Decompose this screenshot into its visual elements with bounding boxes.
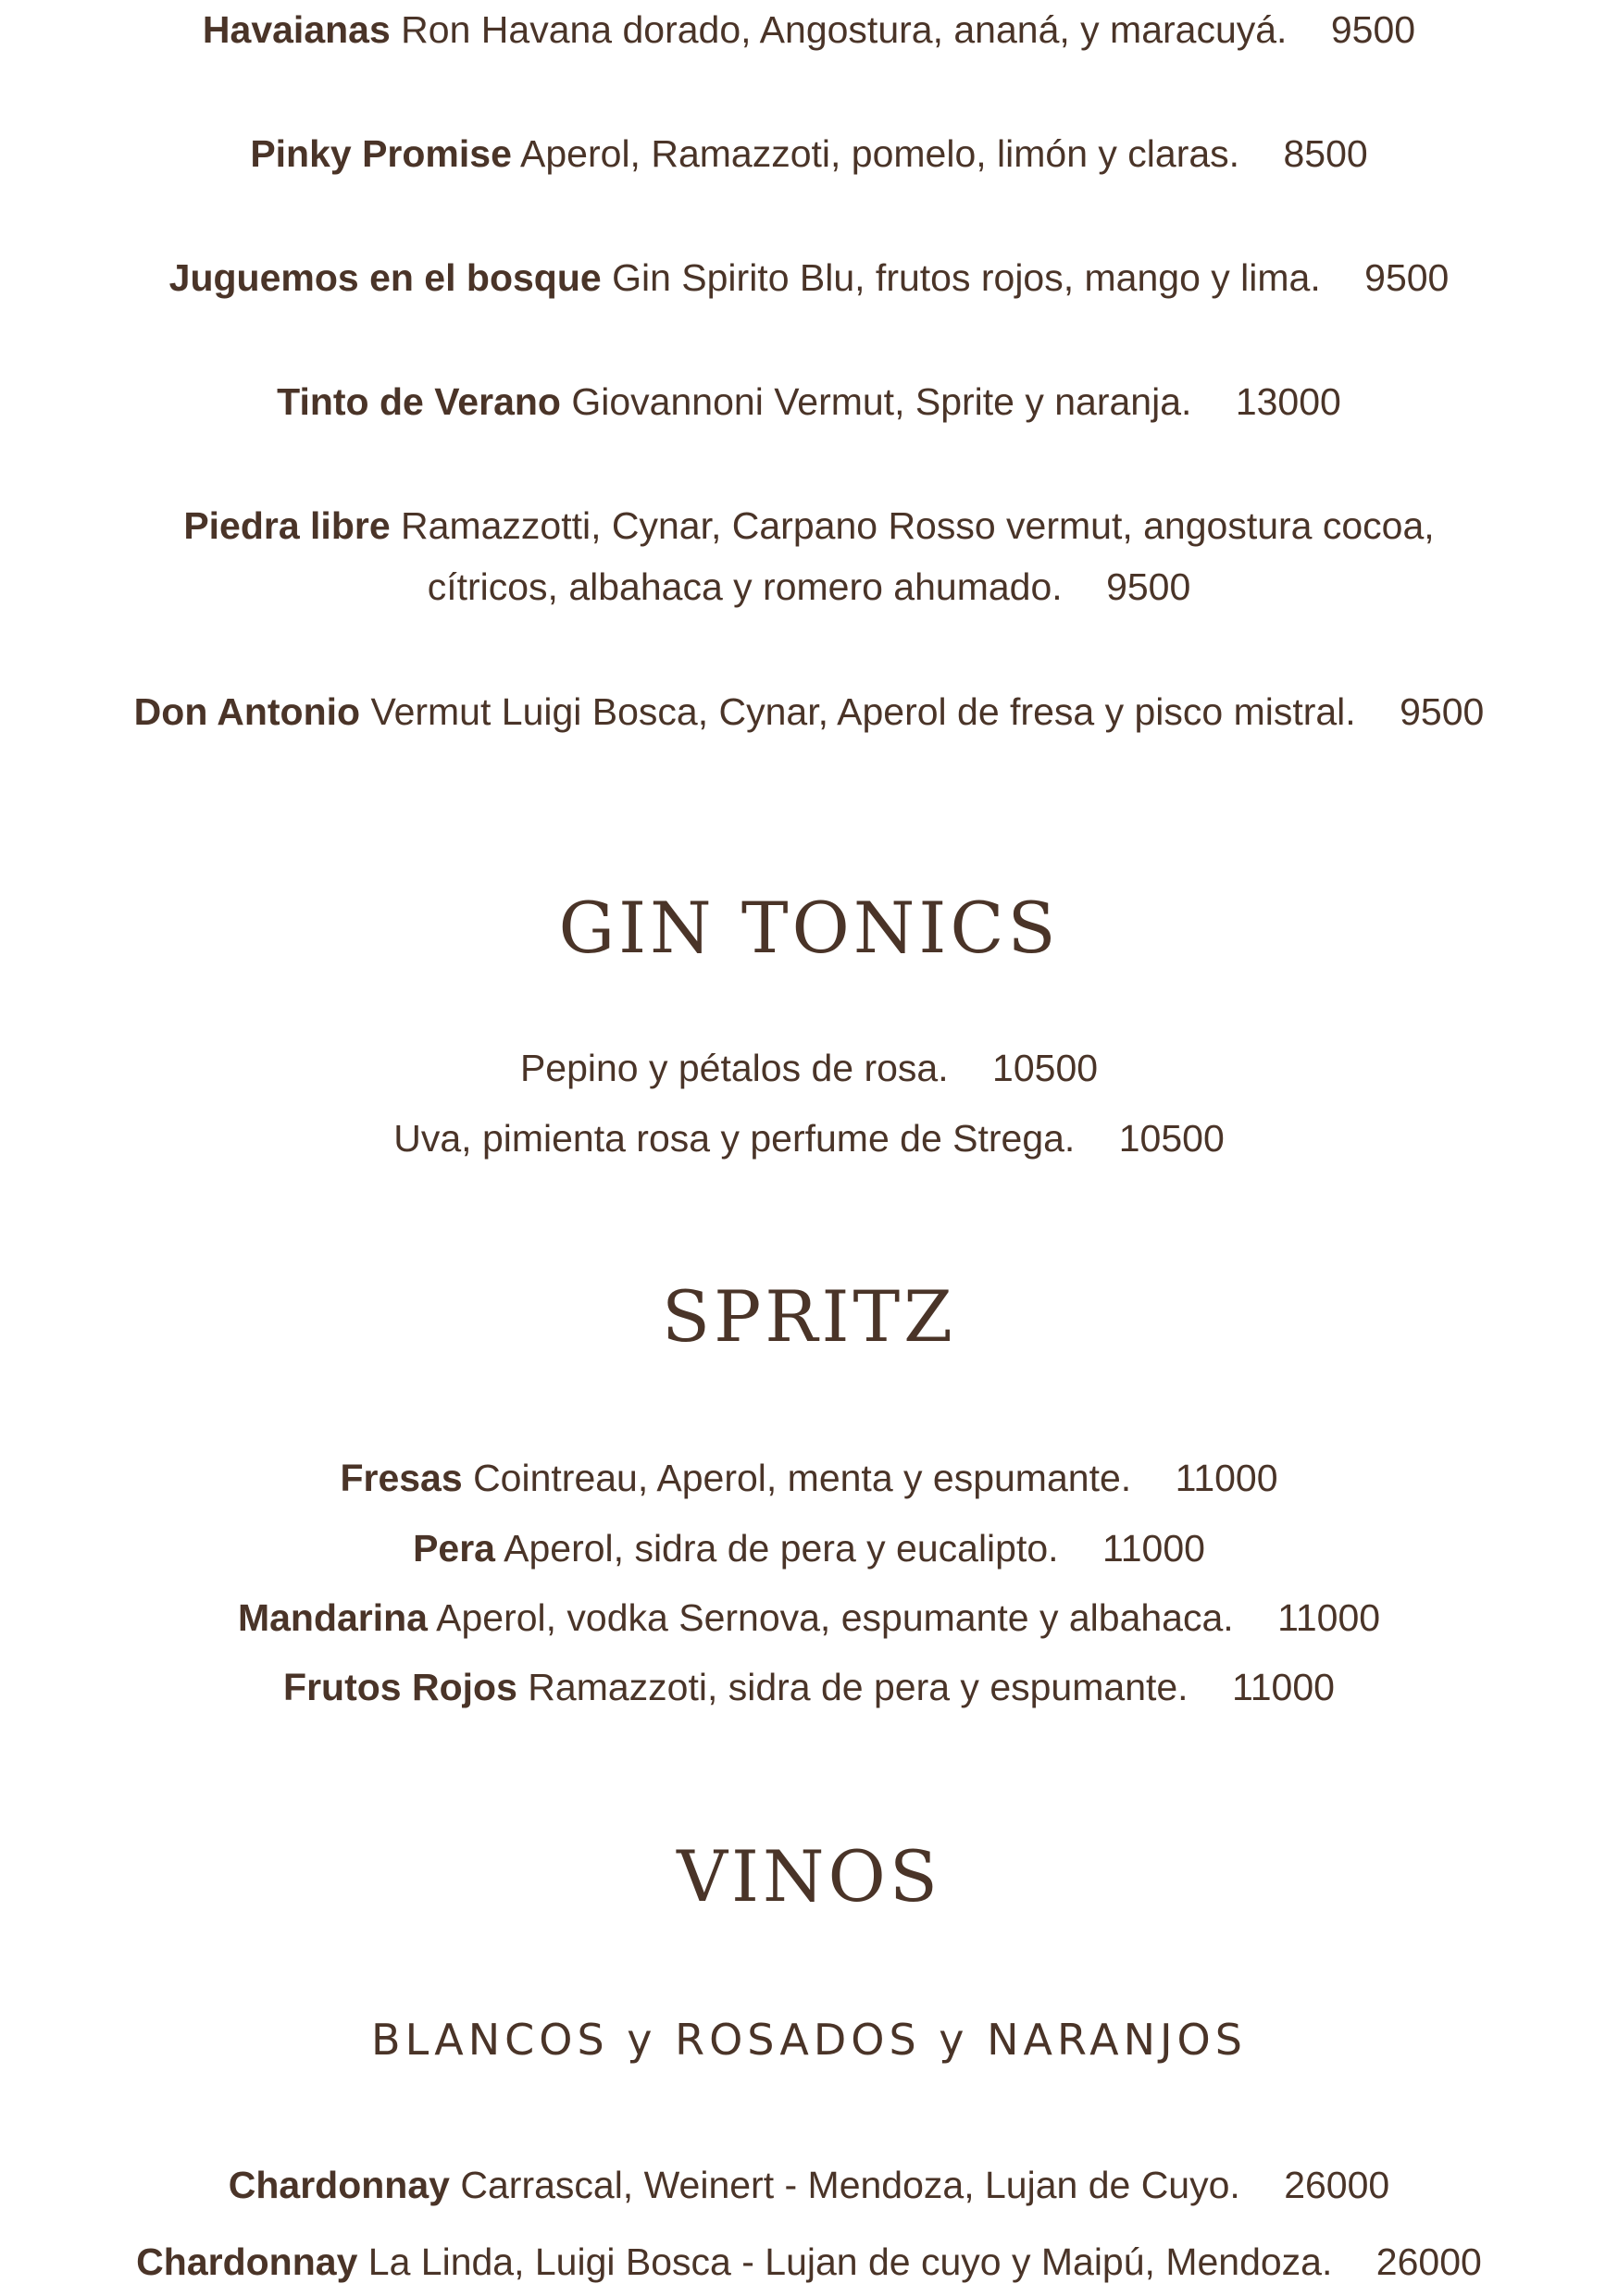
item-price: 9500	[1364, 256, 1450, 299]
menu-item-havaianas	[0, 6, 1618, 54]
item-description: Aperol, sidra de pera y eucalipto.	[504, 1527, 1059, 1570]
item-name: Don Antonio	[133, 690, 361, 733]
menu-item-pinky-promise	[0, 130, 1618, 178]
item-description: Ron Havana dorado, Angostura, ananá, y maracuyá.	[401, 8, 1288, 51]
menu-item-chardonnay-la-linda	[0, 2238, 1618, 2286]
item-description: Cointreau, Aperol, menta y espumante.	[473, 1457, 1132, 1499]
item-price: 26000	[1284, 2164, 1390, 2206]
section-title-vinos: VINOS	[677, 1835, 941, 1917]
item-description: cítricos, albahaca y romero ahumado.	[427, 565, 1063, 608]
menu-item-chardonnay-carrascal	[0, 2161, 1618, 2209]
item-price: 9500	[1330, 8, 1416, 51]
menu-item-spritz-frutos-rojos	[0, 1663, 1618, 1711]
item-name: Mandarina	[237, 1596, 428, 1639]
menu-item-spritz-fresas	[0, 1454, 1618, 1502]
item-name: Pera	[413, 1527, 495, 1570]
item-price: 11000	[1101, 1527, 1205, 1570]
menu-item-gin-tonic-1	[0, 1044, 1618, 1092]
item-price: 11000	[1277, 1596, 1381, 1639]
item-description: Ramazzotti, Cynar, Carpano Rosso vermut, angostura cocoa,	[401, 504, 1435, 547]
menu-item-piedra-libre	[0, 502, 1618, 550]
section-title-gin-tonics: GIN TONICS	[558, 887, 1060, 969]
item-price: 10500	[992, 1047, 1099, 1089]
item-name: Juguemos en el bosque	[168, 256, 602, 299]
item-name: Havaianas	[202, 8, 391, 51]
item-name: Tinto de Verano	[277, 380, 561, 423]
item-name: Chardonnay	[136, 2240, 358, 2283]
section-title-spritz: SPRITZ	[662, 1275, 956, 1358]
item-price: 10500	[1118, 1117, 1225, 1160]
item-description: La Linda, Luigi Bosca - Lujan de cuyo y Maipú, Mendoza.	[367, 2240, 1333, 2283]
item-description: Giovannoni Vermut, Sprite y naranja.	[571, 380, 1192, 423]
item-description: Pepino y pétalos de rosa.	[519, 1047, 949, 1089]
item-description: Gin Spirito Blu, frutos rojos, mango y lima.	[612, 256, 1321, 299]
menu-item-gin-tonic-2	[0, 1114, 1618, 1162]
item-name: Pinky Promise	[250, 132, 512, 175]
item-name: Frutos Rojos	[283, 1666, 517, 1708]
menu-item-spritz-pera	[0, 1524, 1618, 1572]
item-name: Chardonnay	[228, 2164, 450, 2206]
item-description: Uva, pimienta rosa y perfume de Strega.	[393, 1117, 1076, 1160]
item-price: 13000	[1235, 380, 1341, 423]
item-price: 11000	[1231, 1666, 1335, 1708]
item-price: 9500	[1400, 690, 1485, 733]
item-description: Vermut Luigi Bosca, Cynar, Aperol de fresa y pisco mistral.	[370, 690, 1356, 733]
menu-item-juguemos-en-el-bosque	[0, 254, 1618, 302]
menu-item-spritz-mandarina	[0, 1594, 1618, 1642]
item-description: Ramazzoti, sidra de pera y espumante.	[528, 1666, 1189, 1708]
menu-item-tinto-de-verano	[0, 378, 1618, 426]
item-price: 26000	[1375, 2240, 1482, 2283]
subsection-title-blancos-rosados-naranjos: BLANCOS y ROSADOS y NARANJOS	[371, 2015, 1247, 2065]
item-name: Fresas	[340, 1457, 463, 1499]
item-description: Aperol, vodka Sernova, espumante y albahaca.	[436, 1596, 1234, 1639]
menu-item-don-antonio	[0, 688, 1618, 736]
item-price: 9500	[1106, 565, 1191, 608]
menu-item-piedra-libre-continued	[0, 563, 1618, 611]
item-name: Piedra libre	[183, 504, 391, 547]
item-price: 11000	[1175, 1457, 1278, 1499]
item-price: 8500	[1283, 132, 1368, 175]
item-description: Aperol, Ramazzoti, pomelo, limón y claras.	[520, 132, 1240, 175]
item-description: Carrascal, Weinert - Mendoza, Lujan de Cuyo.	[460, 2164, 1240, 2206]
